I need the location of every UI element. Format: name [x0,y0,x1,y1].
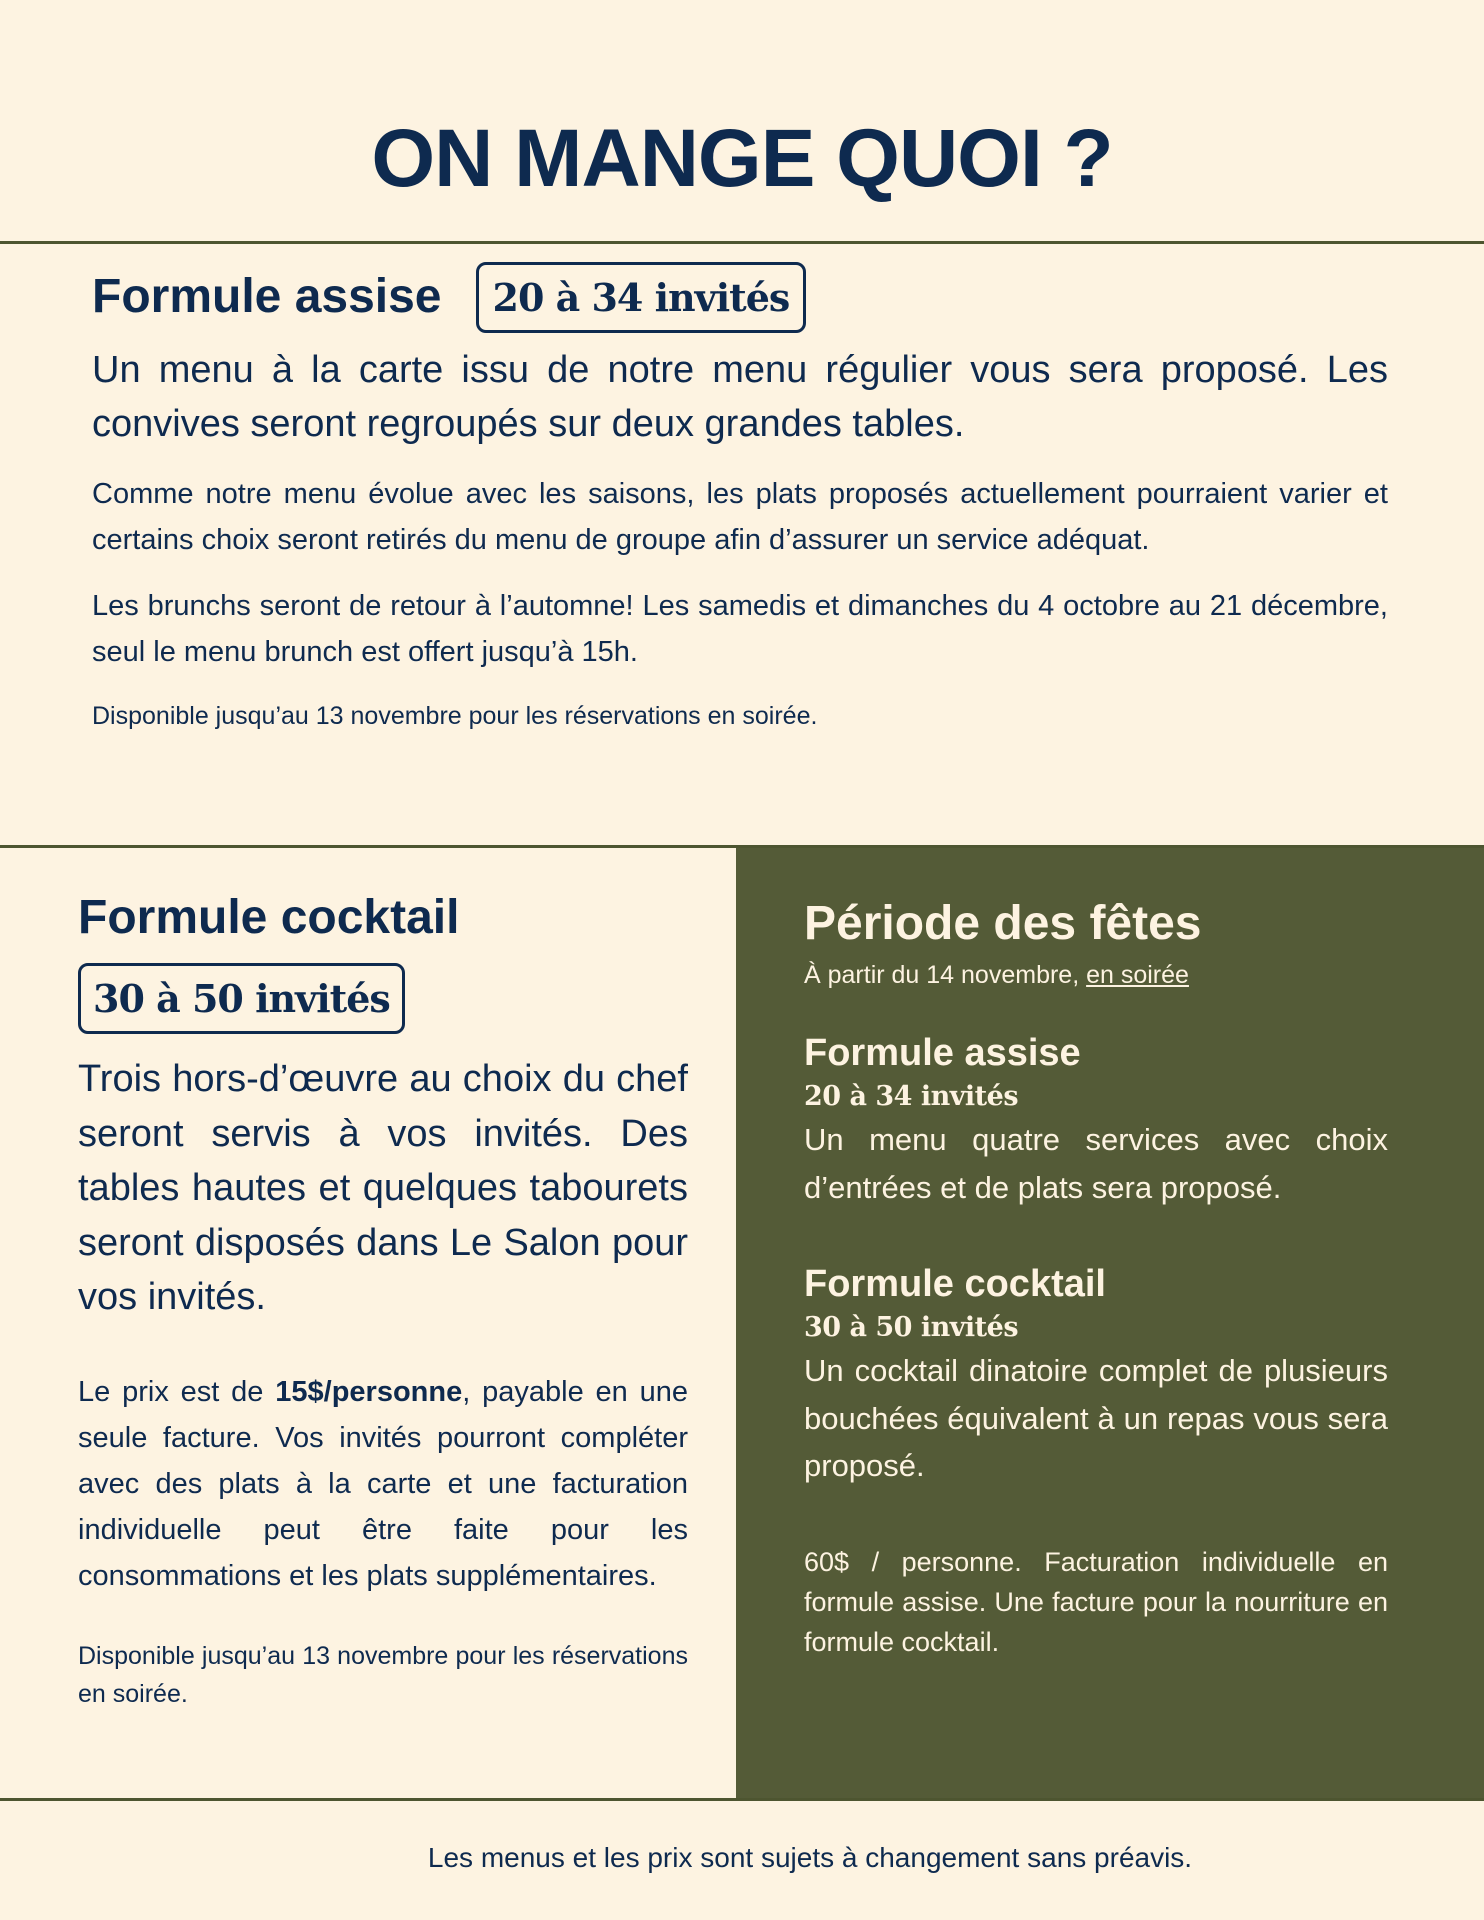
page-title: ON MANGE QUOI ? [371,113,1113,204]
seated-header [92,260,1388,333]
cocktail-availability-note: Disponible jusqu’au 13 novembre pour les réservations en soirée. [78,1641,688,1708]
holidays-seated-heading: Formule assise [804,1032,1081,1074]
cocktail-price-paragraph [78,1369,688,1599]
evening-link[interactable]: en soirée [1086,961,1189,989]
holidays-cocktail-guests: 30 à 50 invités [804,1312,1019,1343]
holidays-cocktail-text: Un cocktail dinatoire complet de plusieurs bouchées équivalent à un repas vous sera proposé. [804,1353,1388,1483]
holidays-subtitle [804,961,1388,990]
price-prefix: Le prix est de [78,1375,276,1408]
seated-availability-note: Disponible jusqu’au 13 novembre pour les réservations en soirée. [92,702,818,730]
seated-body-2: Les brunchs seront de retour à l’automne! Les samedis et dimanches du 4 octobre au 21 décembre, seul le menu brunch est offert jusqu’à 15h. [92,590,1388,668]
price-value: 15$/personne [275,1375,463,1408]
holidays-seated-guests: 20 à 34 invités [804,1081,1019,1112]
holidays-panel [736,848,1484,1798]
holidays-sub-prefix: À partir du 14 novembre, [804,961,1087,989]
holidays-seated-text: Un menu quatre services avec choix d’entrées et de plats sera proposé. [804,1122,1388,1205]
price-suffix: , payable en une seule facture. Vos invités pourront compléter avec des plats à la carte et une facturation individuelle peut être faite pour les consommations et les plats supplémentaires. [78,1375,689,1592]
seated-section [92,260,1388,735]
cocktail-guests-badge: 30 à 50 invités [78,963,405,1034]
cocktail-section [78,890,688,1713]
seated-lead: Un menu à la carte issu de notre menu régulier vous sera proposé. Les convives seront regroupés sur deux grandes tables. [92,349,1388,445]
holidays-cocktail-heading: Formule cocktail [804,1263,1106,1305]
holidays-heading: Période des fêtes [804,897,1202,950]
divider [0,1798,1484,1801]
seated-heading: Formule assise [92,270,442,323]
holidays-content [804,896,1388,1662]
seated-guests-badge: 20 à 34 invités [476,262,807,333]
cocktail-heading: Formule cocktail [78,891,460,944]
cocktail-lead: Trois hors-d’œuvre au choix du chef seront servis à vos invités. Des tables hautes et quelques tabourets seront disposés dans Le Salon pour vos invités. [78,1058,688,1318]
holidays-price-text: 60$ / personne. Facturation individuelle en formule assise. Une facture pour la nourriture en formule cocktail. [804,1546,1388,1657]
seated-body-1: Comme notre menu évolue avec les saisons, les plats proposés actuellement pourraient varier et certains choix seront retirés du menu de groupe afin d’assurer un service adéquat. [92,478,1388,556]
divider [0,241,1484,244]
footer-disclaimer: Les menus et les prix sont sujets à changement sans préavis. [427,1842,1193,1873]
